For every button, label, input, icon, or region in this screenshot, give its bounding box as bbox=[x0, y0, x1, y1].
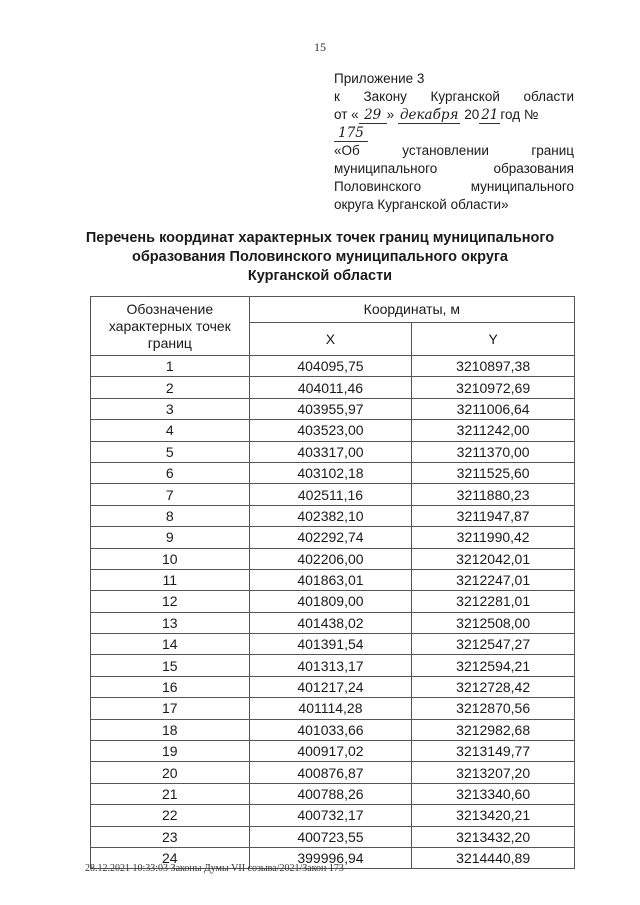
title-line: образования Половинского муниципального округа bbox=[131, 249, 508, 265]
point-number-cell: 6 bbox=[91, 462, 250, 483]
table-row bbox=[91, 441, 575, 462]
column-header-x: X bbox=[249, 323, 412, 356]
table-row bbox=[91, 655, 575, 676]
y-coordinate-cell: 3210972,69 bbox=[412, 377, 575, 398]
table-row bbox=[91, 719, 575, 740]
point-number-cell: 3 bbox=[91, 398, 250, 419]
x-coordinate-cell: 401391,54 bbox=[249, 634, 412, 655]
appendix-word: границ bbox=[531, 143, 574, 158]
y-coordinate-cell: 3213420,21 bbox=[412, 805, 575, 826]
x-coordinate-cell: 401863,01 bbox=[249, 569, 412, 590]
appendix-subject-line bbox=[334, 142, 574, 160]
y-coordinate-cell: 3212042,01 bbox=[412, 548, 575, 569]
point-number-cell: 9 bbox=[91, 527, 250, 548]
appendix-law-line bbox=[334, 88, 574, 106]
x-coordinate-cell: 401438,02 bbox=[249, 612, 412, 633]
x-coordinate-cell: 400788,26 bbox=[249, 783, 412, 804]
appendix-word: области bbox=[523, 89, 574, 104]
table-row bbox=[91, 505, 575, 526]
table-row bbox=[91, 826, 575, 847]
appendix-word: муниципального bbox=[334, 161, 438, 176]
year-word: год bbox=[500, 107, 521, 122]
x-coordinate-cell: 401033,66 bbox=[249, 719, 412, 740]
table-row bbox=[91, 762, 575, 783]
appendix-date-line bbox=[334, 106, 574, 142]
point-number-cell: 13 bbox=[91, 612, 250, 633]
point-number-cell: 19 bbox=[91, 741, 250, 762]
date-quote: » bbox=[386, 107, 395, 122]
appendix-word: Курганской bbox=[430, 89, 500, 104]
y-coordinate-cell: 3213207,20 bbox=[412, 762, 575, 783]
appendix-word: Закону bbox=[363, 89, 407, 104]
y-coordinate-cell: 3212728,42 bbox=[412, 676, 575, 697]
point-number-cell: 17 bbox=[91, 698, 250, 719]
table-row bbox=[91, 462, 575, 483]
x-coordinate-cell: 399996,94 bbox=[249, 847, 412, 868]
table-row bbox=[91, 548, 575, 569]
table-row bbox=[91, 676, 575, 697]
point-number-cell: 12 bbox=[91, 591, 250, 612]
y-coordinate-cell: 3211880,23 bbox=[412, 484, 575, 505]
appendix-title: Приложение 3 bbox=[334, 71, 425, 86]
title-line: Курганской области bbox=[247, 268, 393, 284]
handwritten-day: 29 bbox=[359, 108, 387, 124]
y-coordinate-cell: 3210897,38 bbox=[412, 356, 575, 377]
x-coordinate-cell: 401217,24 bbox=[249, 676, 412, 697]
table-row bbox=[91, 783, 575, 804]
x-coordinate-cell: 402382,10 bbox=[249, 505, 412, 526]
table-row bbox=[91, 398, 575, 419]
table-row bbox=[91, 569, 575, 590]
point-number-cell: 20 bbox=[91, 762, 250, 783]
x-coordinate-cell: 404095,75 bbox=[249, 356, 412, 377]
x-coordinate-cell: 402292,74 bbox=[249, 527, 412, 548]
y-coordinate-cell: 3212594,21 bbox=[412, 655, 575, 676]
point-number-cell: 1 bbox=[91, 356, 250, 377]
number-sign: № bbox=[523, 107, 539, 122]
y-coordinate-cell: 3213149,77 bbox=[412, 741, 575, 762]
x-coordinate-cell: 400732,17 bbox=[249, 805, 412, 826]
y-coordinate-cell: 3212247,01 bbox=[412, 569, 575, 590]
y-coordinate-cell: 3213432,20 bbox=[412, 826, 575, 847]
x-coordinate-cell: 402511,16 bbox=[249, 484, 412, 505]
point-number-cell: 2 bbox=[91, 377, 250, 398]
y-coordinate-cell: 3214440,89 bbox=[412, 847, 575, 868]
point-number-cell: 5 bbox=[91, 441, 250, 462]
table-body bbox=[91, 356, 575, 869]
table-row bbox=[91, 805, 575, 826]
x-coordinate-cell: 403523,00 bbox=[249, 420, 412, 441]
handwritten-law-number: 175 bbox=[334, 126, 368, 142]
column-header-coordinates: Координаты, м bbox=[249, 297, 574, 323]
x-coordinate-cell: 400917,02 bbox=[249, 741, 412, 762]
appendix-word: к bbox=[334, 89, 340, 104]
y-coordinate-cell: 3211947,87 bbox=[412, 505, 575, 526]
table-row bbox=[91, 591, 575, 612]
appendix-subject-line: округа Курганской области» bbox=[334, 197, 509, 212]
column-header-y: Y bbox=[412, 323, 575, 356]
y-coordinate-cell: 3211242,00 bbox=[412, 420, 575, 441]
y-coordinate-cell: 3213340,60 bbox=[412, 783, 575, 804]
table-row bbox=[91, 634, 575, 655]
y-coordinate-cell: 3212547,27 bbox=[412, 634, 575, 655]
x-coordinate-cell: 403317,00 bbox=[249, 441, 412, 462]
appendix-header bbox=[334, 70, 574, 214]
point-number-cell: 15 bbox=[91, 655, 250, 676]
y-coordinate-cell: 3211990,42 bbox=[412, 527, 575, 548]
x-coordinate-cell: 401809,00 bbox=[249, 591, 412, 612]
x-coordinate-cell: 403955,97 bbox=[249, 398, 412, 419]
point-number-cell: 22 bbox=[91, 805, 250, 826]
point-number-cell: 10 bbox=[91, 548, 250, 569]
point-number-cell: 23 bbox=[91, 826, 250, 847]
point-number-cell: 18 bbox=[91, 719, 250, 740]
table-row bbox=[91, 698, 575, 719]
year-prefix: 20 bbox=[464, 107, 480, 122]
point-number-cell: 4 bbox=[91, 420, 250, 441]
y-coordinate-cell: 3212508,00 bbox=[412, 612, 575, 633]
point-number-cell: 24 bbox=[91, 847, 250, 868]
x-coordinate-cell: 400723,55 bbox=[249, 826, 412, 847]
coordinates-table bbox=[90, 296, 575, 869]
handwritten-month: декабря bbox=[399, 107, 459, 123]
column-header-point: Обозначение характерных точек границ bbox=[91, 297, 250, 356]
footer-stamp: 28.12.2021 10:33:03 Законы Думы VII созыва/2021/Закон 173 bbox=[85, 863, 344, 874]
table-row bbox=[91, 527, 575, 548]
x-coordinate-cell: 404011,46 bbox=[249, 377, 412, 398]
point-number-cell: 7 bbox=[91, 484, 250, 505]
appendix-word: «Об bbox=[334, 143, 360, 158]
title-line: Перечень координат характерных точек границ муниципального bbox=[85, 230, 555, 246]
point-number-cell: 11 bbox=[91, 569, 250, 590]
x-coordinate-cell: 402206,00 bbox=[249, 548, 412, 569]
point-number-cell: 14 bbox=[91, 634, 250, 655]
y-coordinate-cell: 3212870,56 bbox=[412, 698, 575, 719]
x-coordinate-cell: 400876,87 bbox=[249, 762, 412, 783]
y-coordinate-cell: 3212281,01 bbox=[412, 591, 575, 612]
y-coordinate-cell: 3211370,00 bbox=[412, 441, 575, 462]
x-coordinate-cell: 403102,18 bbox=[249, 462, 412, 483]
table-row bbox=[91, 377, 575, 398]
date-prefix: от « bbox=[334, 107, 359, 122]
handwritten-year: 21 bbox=[481, 107, 499, 123]
table-row bbox=[91, 741, 575, 762]
table-row bbox=[91, 420, 575, 441]
appendix-subject-line bbox=[334, 160, 574, 178]
x-coordinate-cell: 401313,17 bbox=[249, 655, 412, 676]
appendix-word: установлении bbox=[402, 143, 489, 158]
y-coordinate-cell: 3211525,60 bbox=[412, 462, 575, 483]
point-number-cell: 16 bbox=[91, 676, 250, 697]
point-number-cell: 21 bbox=[91, 783, 250, 804]
page-number: 15 bbox=[314, 40, 326, 54]
y-coordinate-cell: 3211006,64 bbox=[412, 398, 575, 419]
x-coordinate-cell: 401114,28 bbox=[249, 698, 412, 719]
appendix-subject-line bbox=[334, 178, 574, 196]
appendix-word: муниципального bbox=[470, 179, 574, 194]
point-number-cell: 8 bbox=[91, 505, 250, 526]
appendix-word: Половинского bbox=[334, 179, 422, 194]
table-row bbox=[91, 356, 575, 377]
y-coordinate-cell: 3212982,68 bbox=[412, 719, 575, 740]
table-row bbox=[91, 612, 575, 633]
document-title bbox=[0, 229, 640, 286]
appendix-word: образования bbox=[493, 161, 574, 176]
table-row bbox=[91, 484, 575, 505]
